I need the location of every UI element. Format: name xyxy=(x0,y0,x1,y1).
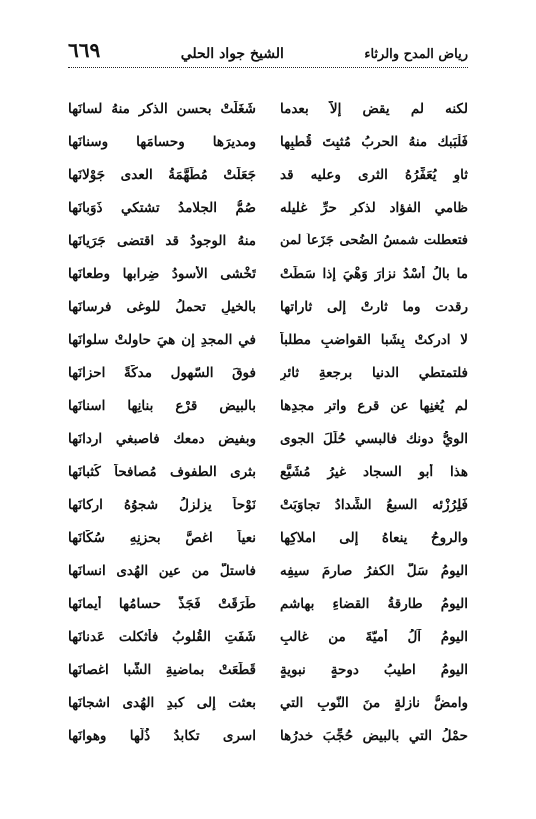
verse-line xyxy=(68,257,468,290)
second-hemistich: وبفيضِ دمعك فاصبغي اردانَها xyxy=(68,430,256,447)
first-hemistich: فَلِرُزْئه السبعُ الشِّدادُ تجاوَبَتْ xyxy=(280,496,468,513)
second-hemistich: بالخيلِ تحملُ للوغى فرسانَها xyxy=(68,298,256,315)
second-hemistich: تَخْشى الأسودُ ضِرابها وطعانَها xyxy=(68,265,256,282)
first-hemistich: اليومُ آلُ أميّةَ من غالبٍ xyxy=(280,628,468,645)
first-hemistich: حمْلُ التي بالبيضِ حُجِّبَ خدرُها xyxy=(280,727,468,744)
verse-line xyxy=(68,620,468,653)
first-hemistich: فَلْبَبك منهُ الحربُ مُثبِتَ قُطبِها xyxy=(280,133,468,150)
second-hemistich: بثرى الطفوف مُصافحاً كُثبانَها xyxy=(68,463,256,480)
verse-line xyxy=(68,521,468,554)
second-hemistich: شَفَتِ القُلوبُ فأثكلت عَدنانَها xyxy=(68,628,256,645)
second-hemistich: ومديرَها وحسامَها وسنانَها xyxy=(68,133,256,150)
second-hemistich: طَرَقَتْ فَجَذَّ حسامُها أيمانَها xyxy=(68,595,256,612)
author-name: الشيخ جواد الحلي xyxy=(180,46,284,62)
page-number: ٦٦٩ xyxy=(68,38,101,62)
second-hemistich: نَوْحاً يزلزلُ شجوُهُ اركانَها xyxy=(68,496,256,513)
first-hemistich: اليومُ اطيبُ دوحةٍ نبويةٍ xyxy=(280,661,468,678)
header-divider xyxy=(68,67,468,68)
verse-line xyxy=(68,356,468,389)
second-hemistich: في المجدِ إن هيَ حاولتْ سلوانَها xyxy=(68,331,256,348)
verse-line xyxy=(68,323,468,356)
verse-line xyxy=(68,686,468,719)
second-hemistich: صُمُّ الجلامدُ تشتكي ذَوَبانَها xyxy=(68,199,256,216)
verse-line xyxy=(68,554,468,587)
verse-line xyxy=(68,422,468,455)
first-hemistich: ثاوٍ يُعَفِّرُهُ الثرى وعليه قد xyxy=(280,166,468,183)
first-hemistich: لم يُغنِها عن قرعِ واترِ مجدِها xyxy=(280,397,468,414)
second-hemistich: جَعَلَتْ مُطَهَّمَةُ العدى جَوْلانَها xyxy=(68,166,256,183)
first-hemistich: لا ادركتْ بِشَبا القواضبِ مطلباً xyxy=(280,331,468,348)
first-hemistich: ما بالُ أُسْدُ نزارَ وَهْيَ إذا سَطَتْ xyxy=(280,265,468,282)
page-header xyxy=(68,32,468,62)
verse-line xyxy=(68,719,468,752)
first-hemistich: لكنه لم يقض إلاّ بعدما xyxy=(280,100,468,117)
verse-line xyxy=(68,455,468,488)
first-hemistich: الويُّ دونك فالبسي حُلَلَ الجوى xyxy=(280,430,468,447)
second-hemistich: فوقَ السّهول مدكّةً احزانَها xyxy=(68,364,256,381)
verse-line xyxy=(68,158,468,191)
first-hemistich: رقدت وما ثارتْ إلى ثاراتها xyxy=(280,298,468,315)
verse-line xyxy=(68,653,468,686)
first-hemistich: والروحُ ينعاهُ إلى املاكِها xyxy=(280,529,468,546)
second-hemistich: نعياً اغصَّ بحزنِهِ سُكّانَها xyxy=(68,529,256,546)
book-title: رياض المدح والرثاء xyxy=(364,47,468,62)
second-hemistich: قَطَعَتْ بماضيةِ الشّبا اغصانَها xyxy=(68,661,256,678)
verse-line xyxy=(68,290,468,323)
second-hemistich: فاستلَّ من عينِ الهُدى انسانَها xyxy=(68,562,256,579)
first-hemistich: اليومُ طارقةُ القضاءِ بهاشمٍ xyxy=(280,595,468,612)
verse-line xyxy=(68,92,468,125)
verse-line xyxy=(68,224,468,257)
verse-line xyxy=(68,125,468,158)
verse-line xyxy=(68,191,468,224)
first-hemistich: هذا أبو السجاد غيرُ مُشَيَّعٍ xyxy=(280,463,468,480)
verse-line xyxy=(68,389,468,422)
verse-line xyxy=(68,488,468,521)
poem-body xyxy=(68,92,468,752)
first-hemistich: فلتمتطي الدنيا برجعةِ ثائرٍ xyxy=(280,364,468,381)
verse-line xyxy=(68,587,468,620)
second-hemistich: شَغَلَتْ بحسنِ الذكر منهُ لسانَها xyxy=(68,100,256,117)
first-hemistich: ظامي الفؤاد لذكرِ حرِّ غليله xyxy=(280,199,468,216)
first-hemistich: فتعطلت شمسُ الضُحى جَزَعاً لمن xyxy=(280,233,468,248)
first-hemistich: اليومُ سَلَّ الكفرُ صارمَ سيفِه xyxy=(280,562,468,579)
second-hemistich: اسرى تكابدُ ذُلَّها وهوانَها xyxy=(68,727,256,744)
first-hemistich: وامضُّ نازلةٍ منَ النّوبِ التي xyxy=(280,694,468,711)
second-hemistich: منهُ الوجودُ قد اقتضى جَرَيانَها xyxy=(68,232,256,249)
second-hemistich: بالبيضِ قرْعِ بنانِها اسنانَها xyxy=(68,397,256,414)
second-hemistich: بعثت إلى كبدِ الهُدى اشجانَها xyxy=(68,694,256,711)
